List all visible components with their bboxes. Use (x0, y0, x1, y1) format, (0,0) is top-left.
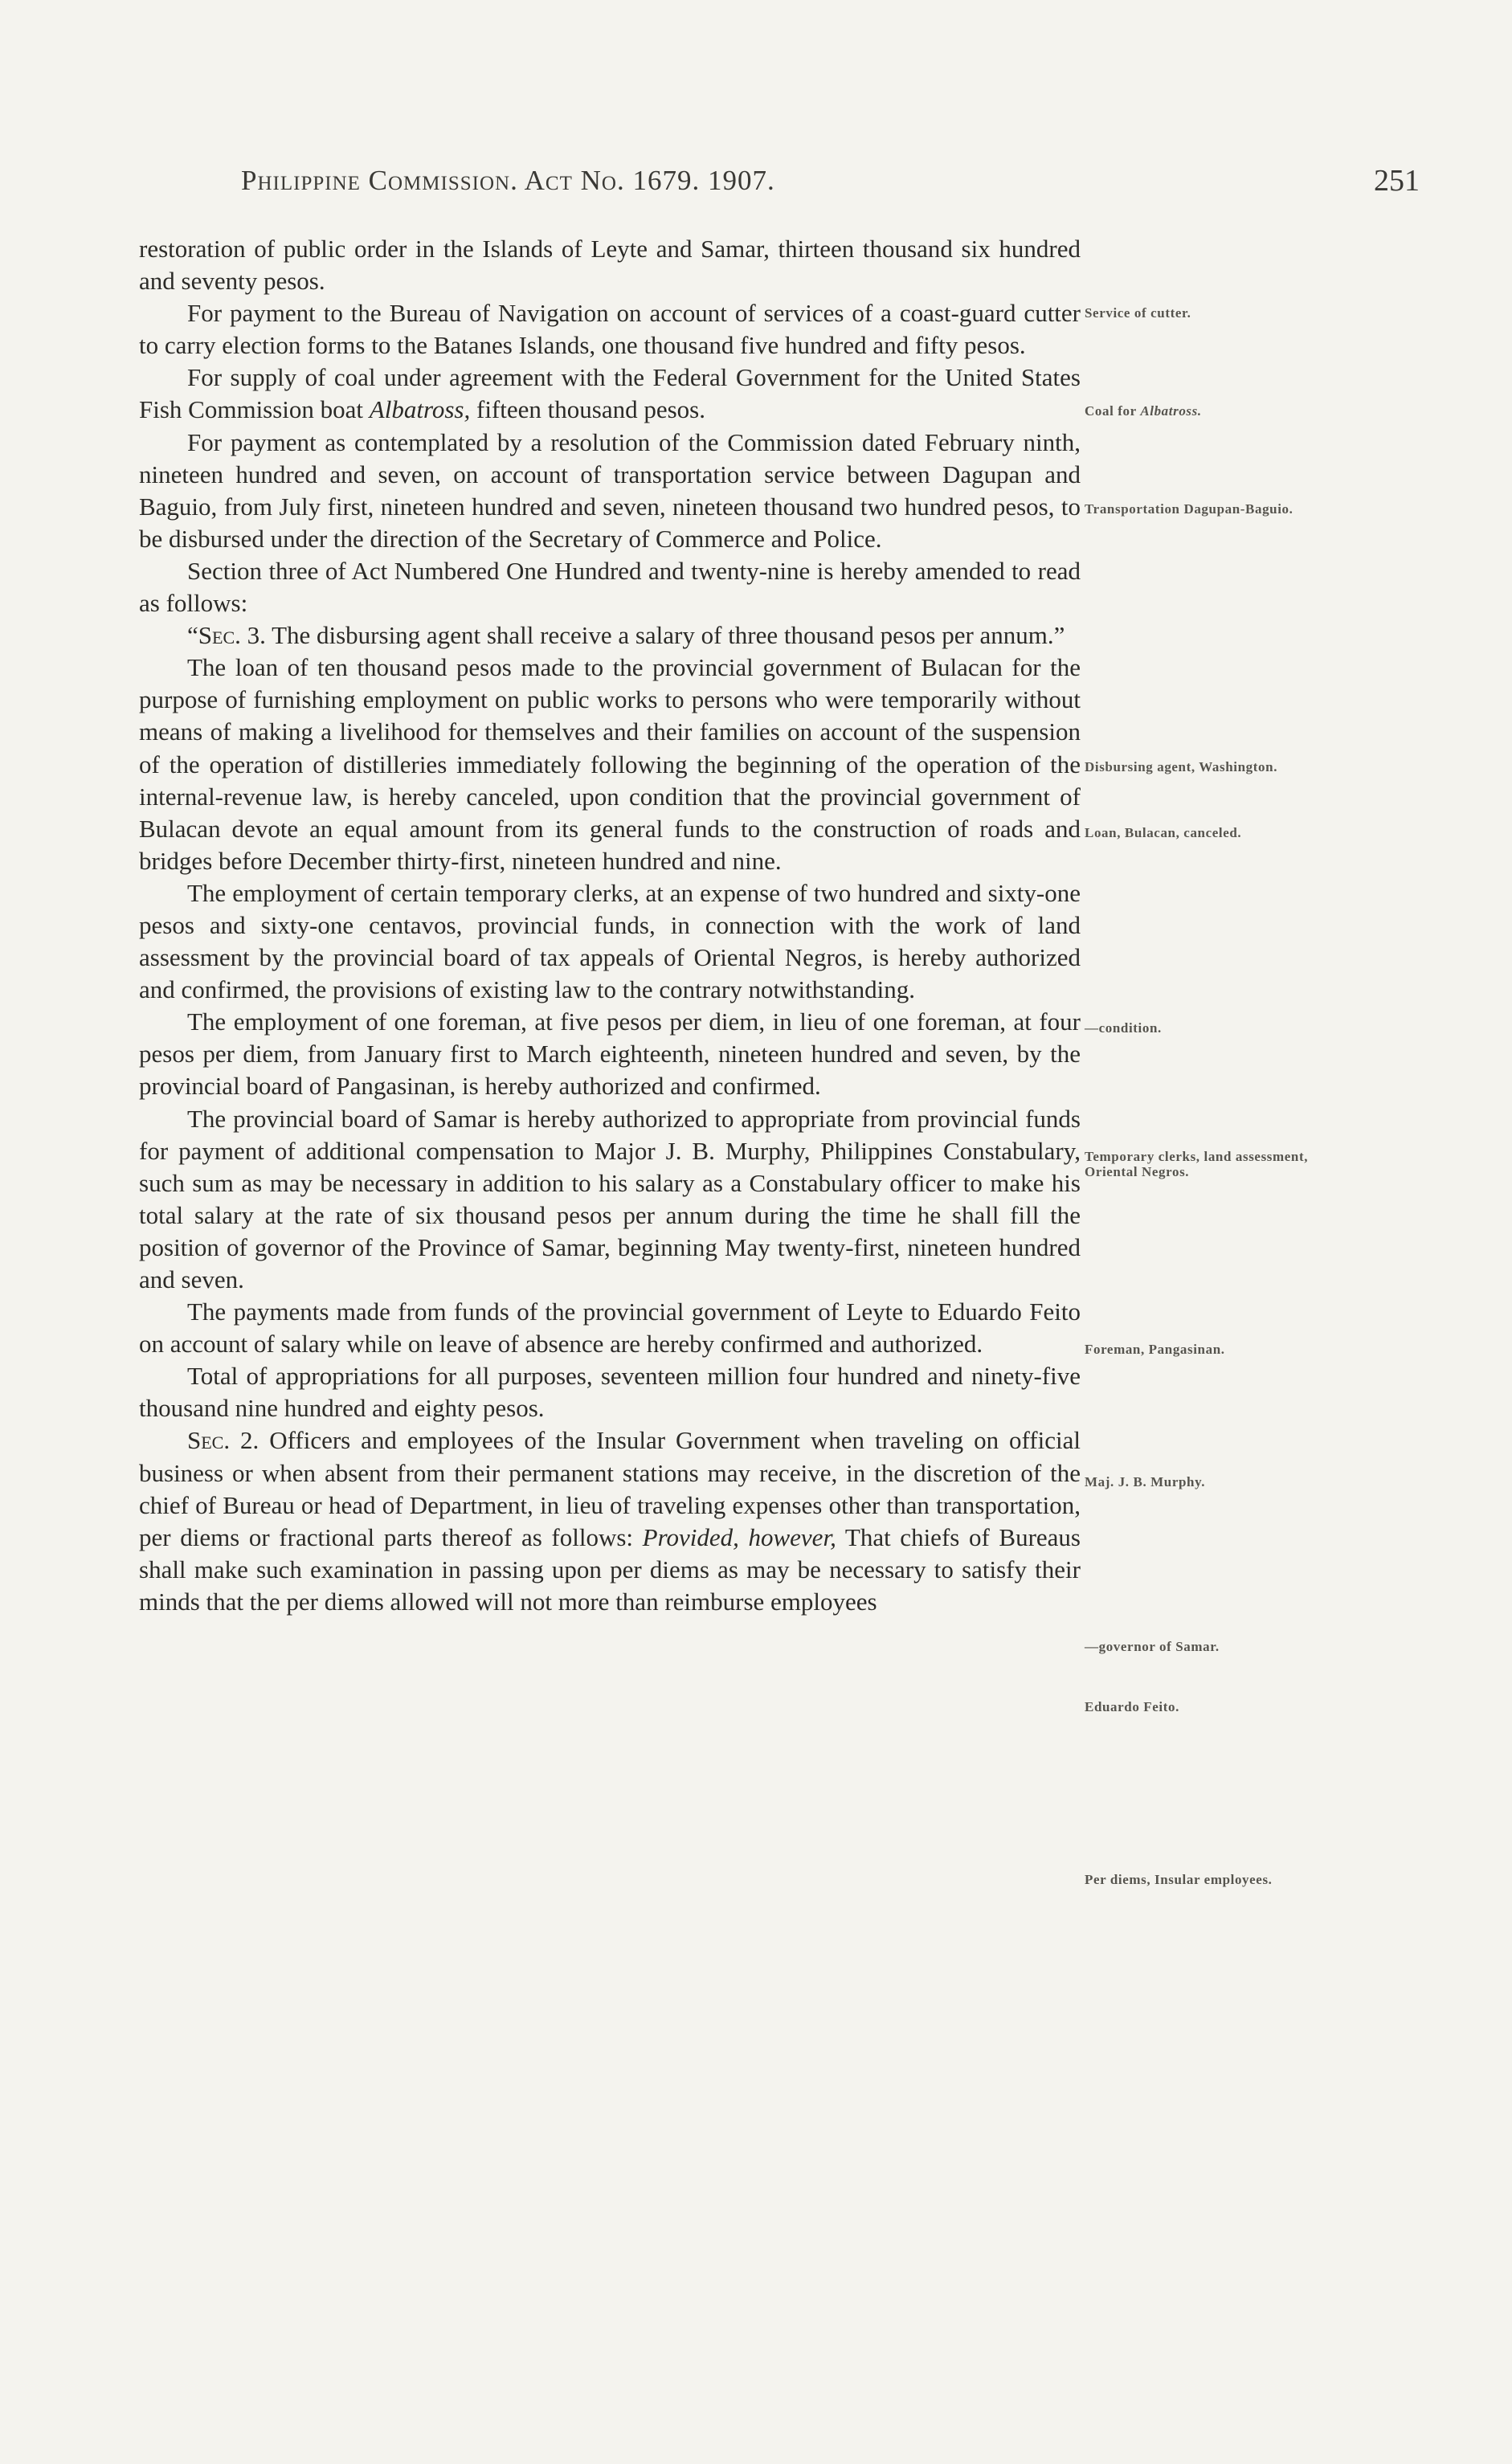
margin-note-condition: —condition. (1085, 1020, 1162, 1036)
margin-note-coal-text: Coal for (1085, 403, 1141, 419)
paragraph-temporary-clerks: The employment of certain temporary clerks, at an expense of two hundred and sixty-one pesos and sixty-one centavos, provincial funds, in connection with the work of land assessment by the provincial board of tax appeals of Oriental Negros, is hereby authorized and confirmed, the provisions of existing law to the contrary notwithstanding. (139, 878, 1081, 1004)
coal-text-start: For supply of coal under agreement with the Federal Government for the United States Fish Commission boat (139, 363, 1081, 424)
margin-note-feito: Eduardo Feito. (1085, 1699, 1179, 1714)
section-2-text: Officers and employees of the Insular Government when traveling on official business or when absent from their permanent stations may receive, in the discretion of the chief of Bureau or head of Department, in lieu of traveling expenses other than transportation, per diems or fractional parts thereof as follows: (139, 1426, 1081, 1551)
running-title: Philippine Commission. Act No. 1679. 1907. (241, 165, 775, 196)
margin-note-temporary-clerks: Temporary clerks, land assessment, Oriental Negros. (1085, 1149, 1309, 1179)
paragraph-coast-guard-cutter: For payment to the Bureau of Navigation on account of services of a coast-guard cutter to carry election forms to the Batanes Islands, one thousand five hundred and fifty pesos. (139, 299, 1081, 360)
paragraph-coal-supply (139, 362, 1081, 426)
margin-note-foreman: Foreman, Pangasinan. (1085, 1342, 1225, 1357)
boat-name: Albatross, (369, 395, 471, 424)
margin-note-loan: Loan, Bulacan, canceled. (1085, 825, 1242, 840)
margin-note-governor: —governor of Samar. (1085, 1639, 1220, 1654)
paragraph-section-2 (139, 1424, 1081, 1618)
paragraph-public-order: restoration of public order in the Islands of Leyte and Samar, thirteen thousand six hundred and seventy pesos. (139, 235, 1081, 296)
disbursing-text: The disbursing agent shall receive a salary of three thousand pesos per annum.” (265, 621, 1065, 650)
paragraph-disbursing-agent (139, 619, 1081, 652)
margin-note-coal (1085, 403, 1318, 419)
section-2-label: Sec. 2. (187, 1426, 259, 1455)
paragraph-murphy-compensation: The provincial board of Samar is hereby authorized to appropriate from provincial funds for payment of additional compensation to Major J. B. Murphy, Philippines Constabulary, such sum as may be necessary in addition to his salary as a Constabulary officer to make his total salary at the rate of six thousand pesos per annum during the time he shall fill the position of governor of the Province of Samar, beginning May twenty-first, nineteen hundred and seven. (139, 1104, 1081, 1293)
paragraph-total-appropriations: Total of appropriations for all purposes, seventeen million four hundred and ninety-five thousand nine hundred and eighty pesos. (139, 1362, 1081, 1423)
section-label: “Sec. 3. (187, 621, 266, 650)
running-head (0, 165, 1512, 205)
margin-note-murphy: Maj. J. B. Murphy. (1085, 1474, 1206, 1489)
margin-note-coal-boat: Albatross. (1140, 403, 1202, 419)
paragraph-foreman: The employment of one foreman, at five pesos per diem, in lieu of one foreman, at four pesos per diem, from January first to March eighteenth, nineteen hundred and seven, by the provincial board of Pangasinan, is hereby authorized and confirmed. (139, 1007, 1081, 1101)
paragraph-section-amendment: Section three of Act Numbered One Hundred and twenty-nine is hereby amended to read as follows: (139, 556, 1081, 618)
margin-note-disbursing-agent: Disbursing agent, Washington. (1085, 759, 1278, 774)
margin-note-per-diems: Per diems, Insular employees. (1085, 1872, 1273, 1887)
paragraph-transportation: For payment as contemplated by a resolution of the Commission dated February ninth, nineteen hundred and seven, on account of transportation service between Dagupan and Baguio, from July first, nineteen hundred and seven, nineteen thousand two hundred pesos, to be disbursed under the direction of the Secretary of Commerce and Police. (139, 427, 1081, 553)
paragraph-bulacan-loan: The loan of ten thousand pesos made to the provincial government of Bulacan for the purpose of furnishing employment on public works to persons who were temporarily without means of making a livelihood for themselves and their families on account of the suspension of the operation of distilleries immediately following the beginning of the operation of the internal-revenue law, is hereby canceled, upon condition that the provincial government of Bulacan devote an equal amount from its general funds to the construction of roads and bridges before December thirty-first, nineteen hundred and nine. (139, 653, 1081, 875)
body-text (139, 233, 1081, 1618)
section-2-text-end: That chiefs of Bureaus shall make such examination in passing upon per diems as may be necessary to satisfy their minds that the per diems allowed will not more than reimburse employees (139, 1522, 1081, 1616)
margin-note-service-cutter: Service of cutter. (1085, 305, 1191, 321)
margin-note-transportation: Transportation Dagupan-Baguio. (1085, 501, 1293, 517)
paragraph-feito-payments: The payments made from funds of the provincial government of Leyte to Eduardo Feito on account of salary while on leave of absence are hereby confirmed and authorized. (139, 1297, 1081, 1359)
coal-text-end: fifteen thousand pesos. (470, 395, 705, 424)
proviso: Provided, however, (642, 1522, 836, 1551)
page-number: 251 (1374, 164, 1420, 198)
